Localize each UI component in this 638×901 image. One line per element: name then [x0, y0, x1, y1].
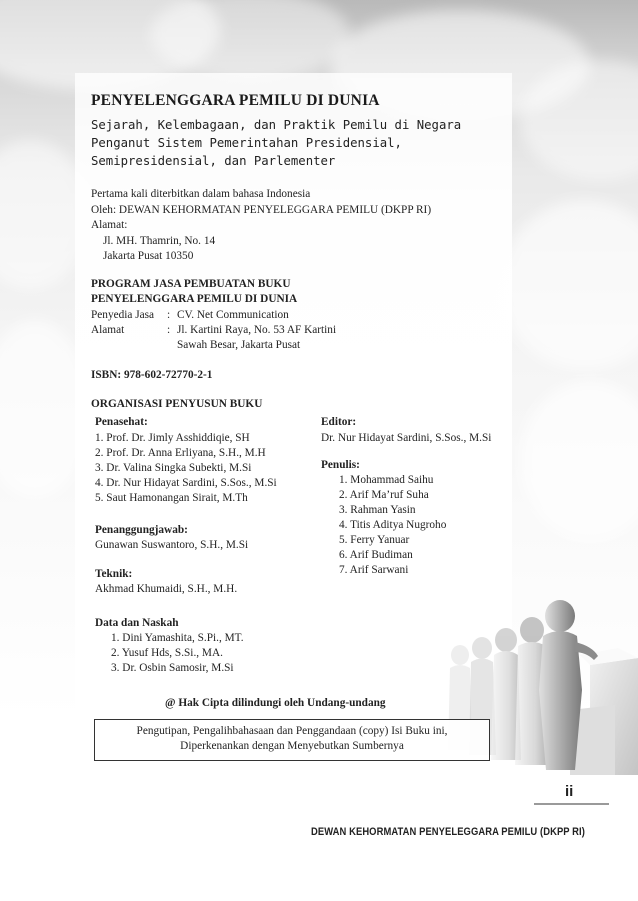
program-heading-line-2: PENYELENGGARA PEMILU DI DUNIA: [91, 293, 298, 305]
notice-box: [94, 719, 490, 761]
program-address-colon: :: [167, 324, 171, 336]
organization-heading: ORGANISASI PENYUSUN BUKU: [91, 398, 263, 410]
page-number: ii: [565, 783, 574, 800]
writer-item: 4. Titis Aditya Nugroho: [339, 519, 447, 531]
responsible-name: Gunawan Suswantoro, S.H., M.Si: [95, 539, 249, 551]
writer-label: Penulis:: [321, 459, 360, 471]
book-subtitle-line-2: Penganut Sistem Pemerintahan Presidensial,: [91, 136, 402, 150]
responsible-label: Penanggungjawab:: [95, 524, 188, 536]
address-line-1: Jl. MH. Thamrin, No. 14: [103, 235, 216, 247]
address-label: Alamat:: [91, 219, 128, 231]
technical-label: Teknik:: [95, 568, 133, 580]
book-subtitle-line-3: Semipresidensial, dan Parlementer: [91, 154, 336, 168]
book-subtitle-line-1: Sejarah, Kelembagaan, dan Praktik Pemilu di Negara: [91, 118, 462, 132]
editor-label: Editor:: [321, 416, 357, 428]
writer-item: 6. Arif Budiman: [339, 549, 413, 561]
program-heading-line-1: PROGRAM JASA PEMBUATAN BUKU: [91, 278, 291, 290]
advisor-item: 3. Dr. Valina Singka Subekti, M.Si: [95, 462, 252, 474]
advisor-label: Penasehat:: [95, 416, 148, 428]
provider-value: CV. Net Communication: [177, 309, 289, 321]
program-address-line-1: Jl. Kartini Raya, No. 53 AF Kartini: [177, 324, 337, 336]
writer-item: 1. Mohammad Saihu: [339, 474, 434, 486]
address-line-2: Jakarta Pusat 10350: [103, 250, 194, 262]
writer-item: 5. Ferry Yanuar: [339, 534, 410, 546]
writer-item: 3. Rahman Yasin: [339, 504, 416, 516]
data-label: Data dan Naskah: [95, 617, 179, 629]
data-person-item: 3. Dr. Osbin Samosir, M.Si: [111, 662, 234, 674]
advisor-item: 5. Saut Hamonangan Sirait, M.Th: [95, 492, 248, 504]
publisher-text: Oleh: DEWAN KEHORMATAN PENYELEGGARA PEMILU (DKPP RI): [91, 204, 432, 216]
provider-colon: :: [167, 309, 171, 321]
data-person-item: 2. Yusuf Hds, S.Si., MA.: [111, 647, 223, 659]
footer-text: DEWAN KEHORMATAN PENYELEGGARA PEMILU (DKPP RI): [311, 826, 585, 838]
first-published-text: Pertama kali diterbitkan dalam bahasa Indonesia: [91, 188, 311, 200]
program-address-label: Alamat: [91, 324, 125, 336]
notice-line-2: Diperkenankan dengan Menyebutkan Sumbernya: [180, 740, 404, 752]
isbn-text: ISBN: 978-602-72770-2-1: [91, 369, 213, 381]
advisor-item: 4. Dr. Nur Hidayat Sardini, S.Sos., M.Si: [95, 477, 277, 489]
program-address-line-2: Sawah Besar, Jakarta Pusat: [177, 339, 301, 351]
writer-item: 7. Arif Sarwani: [339, 564, 409, 576]
writer-item: 2. Arif Ma’ruf Suha: [339, 489, 429, 501]
page-number-rule: [534, 803, 609, 805]
provider-label: Penyedia Jasa: [91, 309, 155, 321]
notice-line-1: Pengutipan, Pengalihbahasaan dan Penggandaan (copy) Isi Buku ini,: [136, 725, 448, 737]
data-person-item: 1. Dini Yamashita, S.Pi., MT.: [111, 632, 244, 644]
editor-name: Dr. Nur Hidayat Sardini, S.Sos., M.Si: [321, 432, 492, 444]
technical-name: Akhmad Khumaidi, S.H., M.H.: [95, 583, 238, 595]
advisor-item: 2. Prof. Dr. Anna Erliyana, S.H., M.H: [95, 447, 266, 459]
copyright-text: @ Hak Cipta dilindungi oleh Undang-undang: [165, 697, 386, 709]
advisor-item: 1. Prof. Dr. Jimly Asshiddiqie, SH: [95, 432, 250, 444]
book-title: PENYELENGGARA PEMILU DI DUNIA: [91, 92, 380, 109]
